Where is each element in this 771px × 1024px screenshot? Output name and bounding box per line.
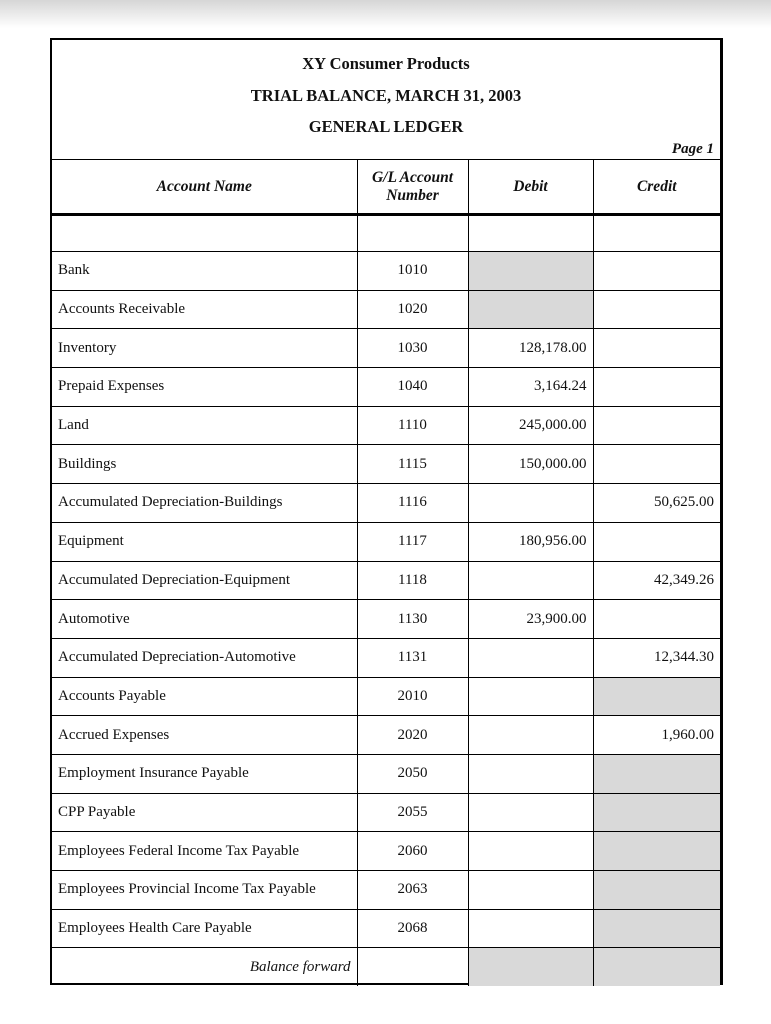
column-header-debit: Debit [468, 160, 593, 215]
table-row [52, 252, 720, 291]
gl-number-cell: 2050 [357, 754, 468, 793]
debit-cell: 23,900.00 [468, 600, 593, 639]
credit-cell [593, 368, 720, 407]
gl-number-cell: 1010 [357, 252, 468, 291]
company-name: XY Consumer Products [302, 54, 470, 73]
debit-cell [468, 832, 593, 871]
debit-cell [468, 754, 593, 793]
debit-cell: 150,000.00 [468, 445, 593, 484]
gl-number-cell: 2060 [357, 832, 468, 871]
blank-row [52, 215, 720, 252]
table-row [52, 793, 720, 832]
debit-cell [468, 793, 593, 832]
gl-header-line2: Number [386, 186, 439, 204]
gl-number-cell: 1030 [357, 329, 468, 368]
table-row [52, 716, 720, 755]
table-row [52, 561, 720, 600]
table-row [52, 445, 720, 484]
table-row [52, 406, 720, 445]
report-header [52, 40, 720, 159]
table-row [52, 871, 720, 910]
debit-cell [468, 638, 593, 677]
debit-cell [468, 909, 593, 948]
column-header-account-name: Account Name [52, 160, 357, 215]
gl-number-cell: 1118 [357, 561, 468, 600]
gl-number-cell: 2063 [357, 871, 468, 910]
gl-number-cell: 2055 [357, 793, 468, 832]
gl-number-cell: 1130 [357, 600, 468, 639]
table-row [52, 677, 720, 716]
debit-cell: 180,956.00 [468, 522, 593, 561]
blank-cell [52, 215, 357, 252]
account-name-cell: Inventory [52, 329, 357, 368]
account-name-cell: Accumulated Depreciation-Equipment [52, 561, 357, 600]
debit-cell [468, 716, 593, 755]
table-row [52, 522, 720, 561]
table-row [52, 638, 720, 677]
debit-cell: 3,164.24 [468, 368, 593, 407]
account-name-cell: Automotive [52, 600, 357, 639]
debit-cell [468, 252, 593, 291]
credit-cell [593, 871, 720, 910]
credit-cell [593, 793, 720, 832]
account-name-cell: Employment Insurance Payable [52, 754, 357, 793]
credit-cell [593, 909, 720, 948]
debit-cell [468, 871, 593, 910]
credit-cell [593, 832, 720, 871]
credit-cell: 50,625.00 [593, 484, 720, 523]
credit-cell [593, 406, 720, 445]
credit-cell [593, 600, 720, 639]
debit-cell [468, 290, 593, 329]
table-row [52, 600, 720, 639]
account-name-cell: Accumulated Depreciation-Automotive [52, 638, 357, 677]
account-name-cell: Employees Federal Income Tax Payable [52, 832, 357, 871]
balance-forward-row [52, 948, 720, 986]
account-name-cell: Equipment [52, 522, 357, 561]
credit-cell [593, 445, 720, 484]
account-name-cell: Accrued Expenses [52, 716, 357, 755]
debit-cell [468, 561, 593, 600]
account-name-cell: Accumulated Depreciation-Buildings [52, 484, 357, 523]
blank-cell [593, 215, 720, 252]
gl-number-cell: 2068 [357, 909, 468, 948]
blank-cell [357, 215, 468, 252]
table-row [52, 329, 720, 368]
ledger-title: GENERAL LEDGER [308, 117, 464, 136]
credit-cell: 12,344.30 [593, 638, 720, 677]
account-name-cell: Buildings [52, 445, 357, 484]
credit-total-cell [593, 948, 720, 986]
gl-number-cell: 1117 [357, 522, 468, 561]
table-header-row [52, 160, 720, 215]
gl-number-cell [357, 948, 468, 986]
gl-number-cell: 1040 [357, 368, 468, 407]
table-row [52, 290, 720, 329]
account-name-cell: Employees Provincial Income Tax Payable [52, 871, 357, 910]
debit-total-cell [468, 948, 593, 986]
viewer-top-shadow [0, 0, 771, 28]
account-name-cell: Employees Health Care Payable [52, 909, 357, 948]
debit-cell [468, 677, 593, 716]
account-name-cell: Prepaid Expenses [52, 368, 357, 407]
gl-number-cell: 1115 [357, 445, 468, 484]
account-name-cell: Accounts Payable [52, 677, 357, 716]
credit-cell [593, 290, 720, 329]
table-row [52, 484, 720, 523]
credit-cell: 42,349.26 [593, 561, 720, 600]
gl-number-cell: 1116 [357, 484, 468, 523]
credit-cell [593, 677, 720, 716]
table-row [52, 909, 720, 948]
debit-cell: 245,000.00 [468, 406, 593, 445]
column-header-credit: Credit [593, 160, 720, 215]
gl-header-line1: G/L Account [371, 168, 454, 186]
table-row [52, 368, 720, 407]
table-row [52, 754, 720, 793]
account-name-cell: Accounts Receivable [52, 290, 357, 329]
table-row [52, 832, 720, 871]
gl-number-cell: 2020 [357, 716, 468, 755]
credit-cell [593, 329, 720, 368]
gl-number-cell: 1110 [357, 406, 468, 445]
trial-balance-table [52, 159, 720, 986]
debit-cell [468, 484, 593, 523]
credit-cell [593, 754, 720, 793]
gl-number-cell: 1020 [357, 290, 468, 329]
page-number: Page 1 [671, 141, 714, 157]
credit-cell: 1,960.00 [593, 716, 720, 755]
account-name-cell: CPP Payable [52, 793, 357, 832]
column-header-gl-number [357, 160, 468, 215]
gl-number-cell: 2010 [357, 677, 468, 716]
debit-cell: 128,178.00 [468, 329, 593, 368]
credit-cell [593, 522, 720, 561]
report-title: TRIAL BALANCE, MARCH 31, 2003 [250, 86, 522, 105]
credit-cell [593, 252, 720, 291]
balance-forward-label: Balance forward [52, 948, 357, 986]
blank-cell [468, 215, 593, 252]
account-name-cell: Land [52, 406, 357, 445]
account-name-cell: Bank [52, 252, 357, 291]
trial-balance-sheet [50, 38, 723, 985]
gl-number-cell: 1131 [357, 638, 468, 677]
